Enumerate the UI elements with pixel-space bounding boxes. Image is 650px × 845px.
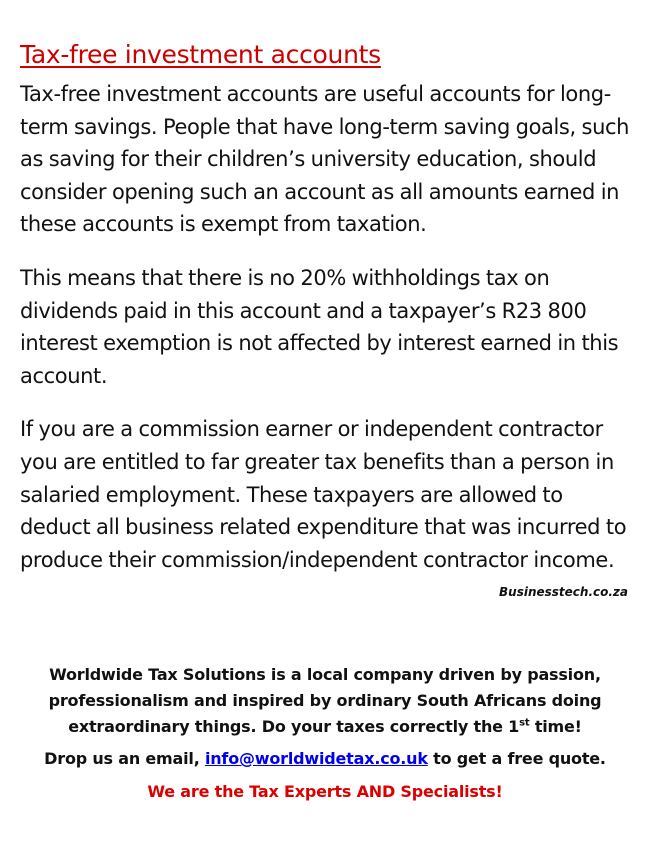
email-suffix: to get a free quote. bbox=[427, 749, 606, 768]
company-about-text: Worldwide Tax Solutions is a local company driven by passion, professionalism and inspired by ordinary South Africans doing extraordinary things. Do your taxes correctly the 1 bbox=[48, 665, 602, 736]
article-paragraph-2: This means that there is no 20% withholdings tax on dividends paid in this account and a taxpayer’s R23 800 interest exemption is not affected by interest earned in this account. bbox=[20, 265, 619, 388]
article bbox=[20, 38, 630, 599]
article-heading: Tax-free investment accounts bbox=[20, 40, 381, 69]
ordinal-superscript: st bbox=[519, 717, 530, 729]
tagline: We are the Tax Experts AND Specialists! bbox=[147, 782, 503, 801]
company-about-end: time! bbox=[529, 717, 582, 736]
email-prefix: Drop us an email, bbox=[44, 749, 205, 768]
email-line bbox=[20, 746, 630, 772]
company-about bbox=[20, 662, 630, 740]
email-link[interactable]: info@worldwidetax.co.uk bbox=[204, 749, 428, 768]
article-paragraph-1: Tax-free investment accounts are useful accounts for long-term savings. People that have long-term saving goals, such as saving for their children’s university education, should consider opening such an account as all amounts earned in these accounts is exempt from taxation. bbox=[20, 82, 630, 237]
source-credit: Businesstech.co.za bbox=[499, 585, 628, 600]
company-footer bbox=[20, 662, 630, 805]
article-paragraph-3: If you are a commission earner or independent contractor you are entitled to far greater tax benefits than a person in salaried employment. These taxpayers are allowed to deduct all business related expenditure that was incurred to produce their commission/independent contractor income. bbox=[20, 417, 627, 572]
